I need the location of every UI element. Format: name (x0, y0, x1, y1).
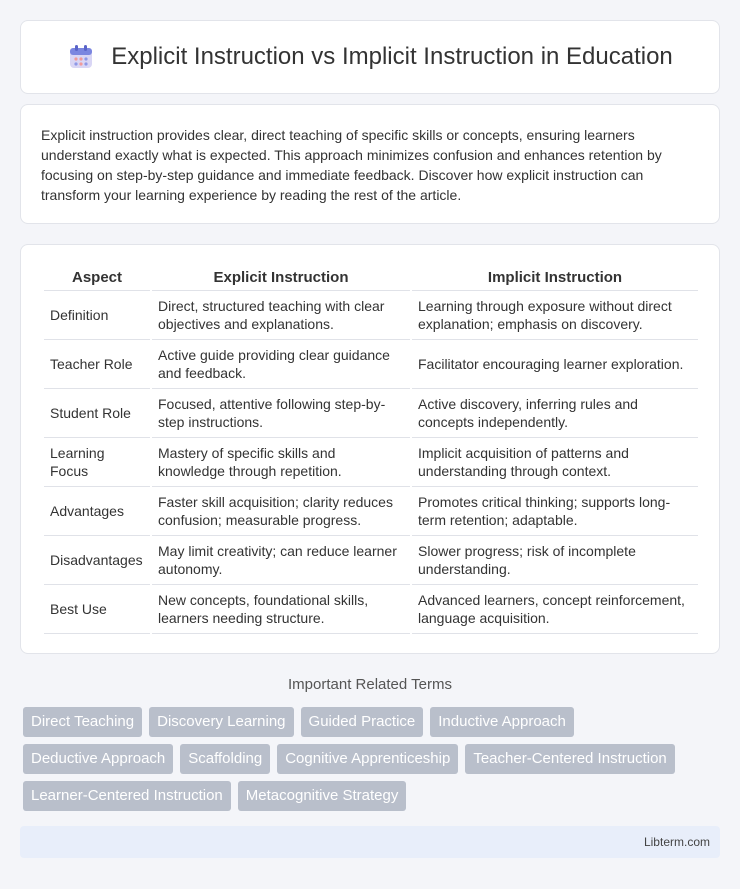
explicit-cell: Mastery of specific skills and knowledge through repetition. (152, 438, 410, 487)
related-term-tag[interactable]: Cognitive Apprenticeship (277, 744, 458, 774)
related-term-tag[interactable]: Discovery Learning (149, 707, 293, 737)
implicit-cell: Learning through exposure without direct explanation; emphasis on discovery. (412, 291, 698, 340)
table-row (44, 536, 698, 585)
implicit-cell: Advanced learners, concept reinforcement, language acquisition. (412, 585, 698, 634)
intro-card (20, 104, 720, 224)
table-row (44, 438, 698, 487)
table-header-row (44, 263, 698, 291)
aspect-cell: Definition (44, 291, 150, 340)
footer-site-link[interactable]: Libterm.com (643, 835, 710, 849)
explicit-cell: May limit creativity; can reduce learner autonomy. (152, 536, 410, 585)
implicit-cell: Promotes critical thinking; supports long-term retention; adaptable. (412, 487, 698, 536)
table-row (44, 291, 698, 340)
implicit-cell: Active discovery, inferring rules and concepts independently. (412, 389, 698, 438)
related-terms-list (23, 707, 723, 811)
footer (20, 826, 720, 858)
related-terms-heading: Important Related Terms (288, 676, 452, 693)
related-term-tag[interactable]: Metacognitive Strategy (238, 781, 407, 811)
calendar-icon (67, 43, 95, 71)
comparison-table-card (20, 244, 720, 654)
aspect-cell: Learning Focus (44, 438, 150, 487)
aspect-cell: Teacher Role (44, 340, 150, 389)
table-row (44, 389, 698, 438)
table-row (44, 340, 698, 389)
table-row (44, 585, 698, 634)
related-term-tag[interactable]: Direct Teaching (23, 707, 142, 737)
explicit-cell: Focused, attentive following step-by-step instructions. (152, 389, 410, 438)
explicit-cell: New concepts, foundational skills, learners needing structure. (152, 585, 410, 634)
implicit-cell: Implicit acquisition of patterns and understanding through context. (412, 438, 698, 487)
related-term-tag[interactable]: Scaffolding (180, 744, 270, 774)
table-row (44, 487, 698, 536)
aspect-cell: Student Role (44, 389, 150, 438)
explicit-cell: Faster skill acquisition; clarity reduces confusion; measurable progress. (152, 487, 410, 536)
aspect-cell: Disadvantages (44, 536, 150, 585)
explicit-cell: Active guide providing clear guidance and feedback. (152, 340, 410, 389)
page-title: Explicit Instruction vs Implicit Instruction in Education (111, 43, 673, 70)
aspect-cell: Advantages (44, 487, 150, 536)
header-card (20, 20, 720, 94)
aspect-cell: Best Use (44, 585, 150, 634)
explicit-cell: Direct, structured teaching with clear objectives and explanations. (152, 291, 410, 340)
column-header-explicit: Explicit Instruction (152, 263, 410, 291)
intro-text: Explicit instruction provides clear, direct teaching of specific skills or concepts, ensuring learners understand exactly what is expected. This approach minimizes confusion and enhances retention by focusing on step-by-step guidance and immediate feedback. Discover how explicit instruction can transform your learning experience by reading the rest of the article. (41, 127, 662, 203)
comparison-table (42, 263, 700, 634)
related-term-tag[interactable]: Teacher-Centered Instruction (465, 744, 674, 774)
implicit-cell: Slower progress; risk of incomplete understanding. (412, 536, 698, 585)
related-term-tag[interactable]: Inductive Approach (430, 707, 574, 737)
implicit-cell: Facilitator encouraging learner exploration. (412, 340, 698, 389)
column-header-aspect: Aspect (44, 263, 150, 291)
related-term-tag[interactable]: Learner-Centered Instruction (23, 781, 231, 811)
column-header-implicit: Implicit Instruction (412, 263, 698, 291)
related-term-tag[interactable]: Guided Practice (301, 707, 424, 737)
related-term-tag[interactable]: Deductive Approach (23, 744, 173, 774)
